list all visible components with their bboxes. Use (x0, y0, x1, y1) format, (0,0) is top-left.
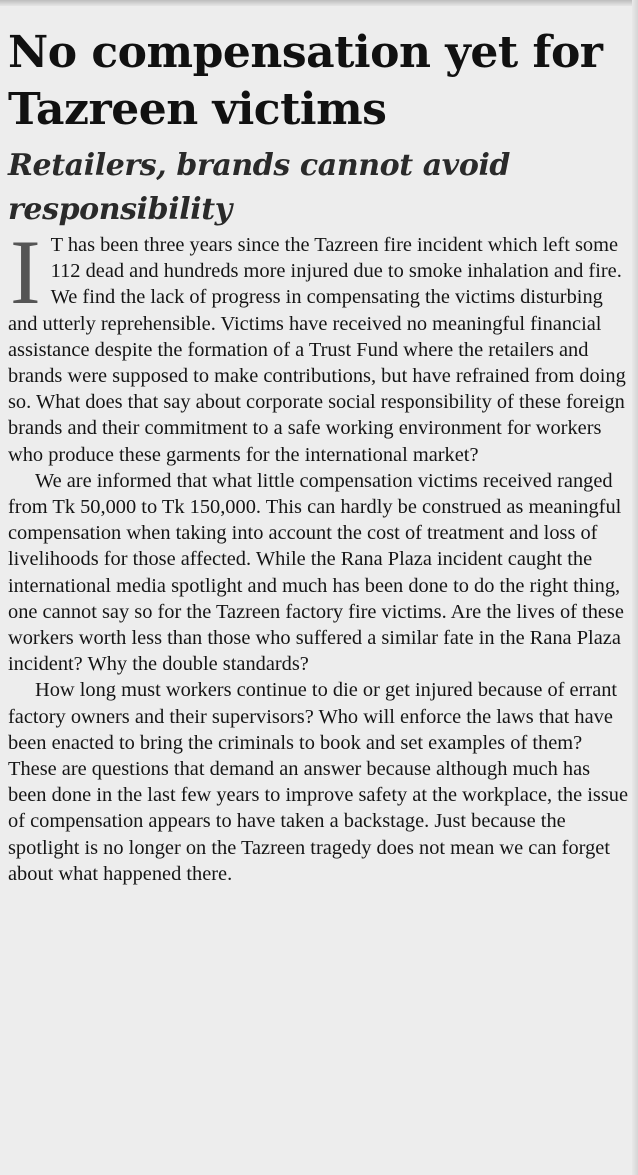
paragraph-1 (8, 221, 628, 468)
top-page-edge (0, 0, 638, 6)
article-body (8, 221, 629, 887)
headline: No compensation yet for Tazreen victims (8, 27, 603, 135)
subheadline: Retailers, brands cannot avoid responsibility (8, 148, 511, 227)
paragraph-2: We are informed that what little compensation victims received ranged from Tk 50,000 to Tk 150,000. This can hardly be construed as meaningful compensation when taking into account the cost of treatment and loss of livelihoods for those affected. While the Rana Plaza incident caught the international media spotlight and much has been done to do the right thing, one cannot say so for the Tazreen factory fire victims. Are the lives of these workers worth less than those who suffered a similar fate in the Rana Plaza incident? Why the double standards? (8, 469, 624, 676)
drop-cap: I (10, 221, 41, 323)
right-page-edge (632, 0, 638, 1175)
paragraph-1-text: T has been three years since the Tazreen fire incident which left some 112 dead and hundreds more injured due to smoke inhalation and fire. We find the lack of progress in compensating the victims disturbing and utterly reprehensible. Victims have received no meaningful financial assistance despite the formation of a Trust Fund where the retailers and brands were supposed to make contributions, but have refrained from doing so. What does that say about corporate social responsibility of these foreign brands and their commitment to a safe working environment for workers who produce these garments for the international market? (8, 234, 626, 466)
paragraph-3: How long must workers continue to die or get injured because of errant factory owners and their supervisors? Who will enforce the laws that have been enacted to bring the criminals to book and set examples of them? These are questions that demand an answer because although much has been done in the last few years to improve safety at the workplace, the issue of compensation appears to have taken a backstage. Just because the spotlight is no longer on the Tazreen tragedy does not mean we can forget about what happened there. (8, 679, 629, 885)
